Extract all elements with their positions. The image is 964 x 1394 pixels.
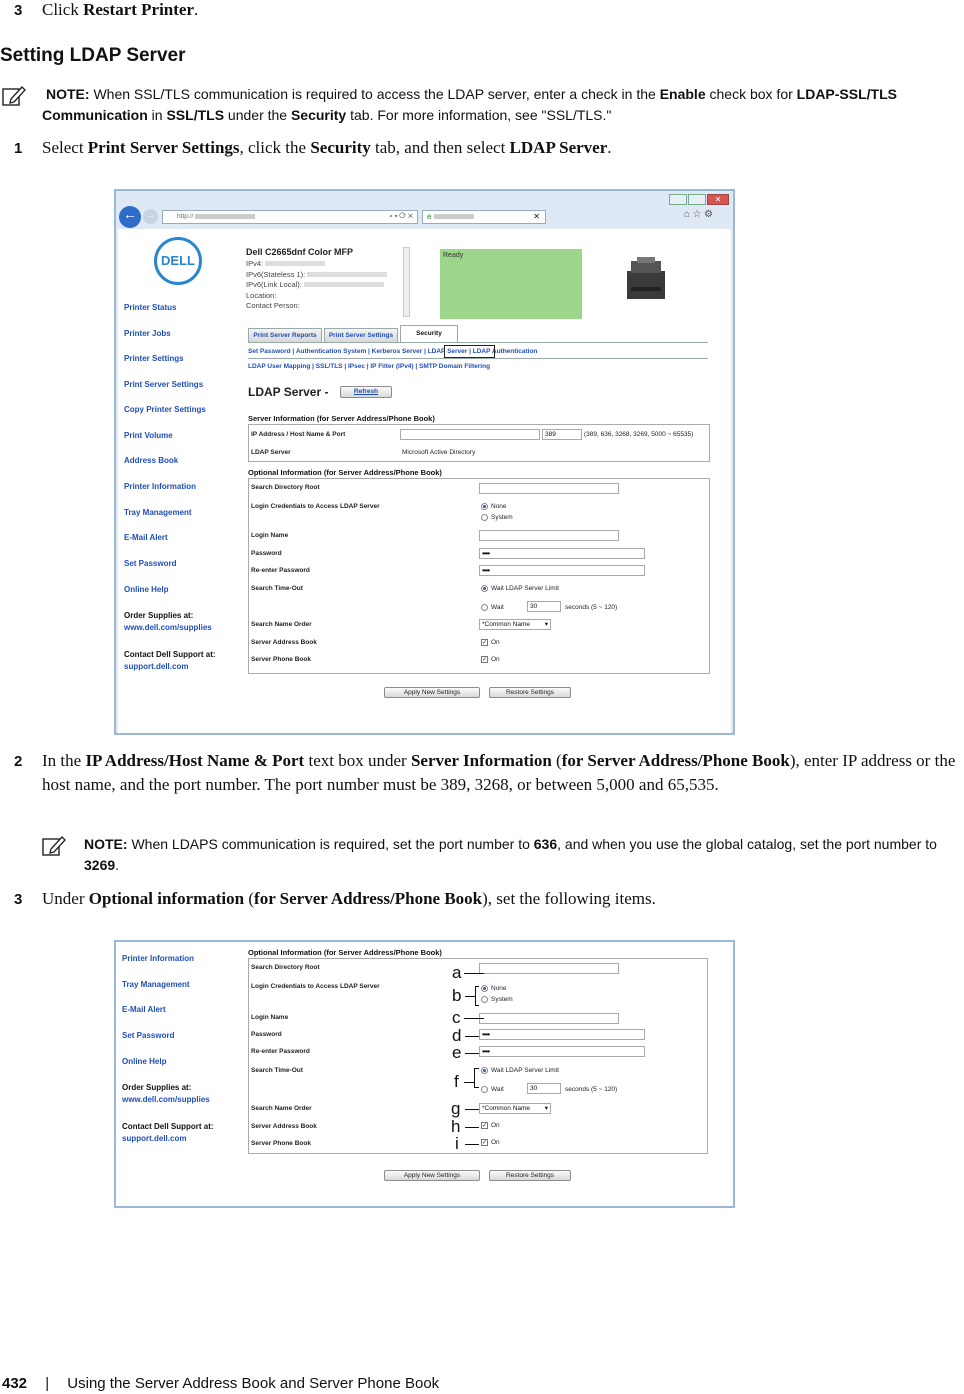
port-range: (389, 636, 3268, 3269, 5000 ~ 65535) <box>584 431 694 438</box>
system-radio[interactable] <box>481 996 513 1003</box>
nav-printer-settings[interactable]: Printer Settings <box>124 354 184 363</box>
browser-tab[interactable] <box>422 210 546 224</box>
section-heading: Setting LDAP Server <box>0 45 186 66</box>
none-label: None <box>491 985 507 993</box>
note-text: in <box>147 107 167 123</box>
ip-label: IP Address / Host Name & Port <box>251 431 346 438</box>
optional-info-screenshot <box>114 940 735 1208</box>
note-ssl-tls <box>42 84 964 126</box>
restore-button[interactable]: Restore Settings <box>489 687 571 698</box>
radio-icon[interactable] <box>481 503 488 510</box>
callout-line <box>465 1036 479 1037</box>
maximize-icon[interactable] <box>688 194 706 205</box>
info-location: Location: <box>246 290 277 300</box>
step-bold: IP Address/Host Name & Port <box>85 751 305 770</box>
step-bold: for Server Address/Phone Book <box>561 751 790 770</box>
blurred-tab-title <box>434 214 474 219</box>
on-label: On <box>491 1122 500 1130</box>
ldap-server-label: LDAP Server <box>251 449 291 456</box>
system-label: System <box>491 514 513 522</box>
nav-set-password[interactable]: Set Password <box>122 1031 175 1040</box>
web-page <box>118 229 731 733</box>
addr-book-checkbox[interactable] <box>481 1122 500 1129</box>
callout-f: f <box>454 1072 459 1091</box>
step-text-part: tab, and then select <box>370 138 510 157</box>
step-text <box>42 0 198 22</box>
nav-address-book[interactable]: Address Book <box>124 456 179 465</box>
login-cred-label: Login Credentials to Access LDAP Server <box>251 503 380 510</box>
wait-limit-label: Wait LDAP Server Limit <box>491 585 559 593</box>
footer-title: Using the Server Address Book and Server Phone Book <box>67 1375 440 1392</box>
dell-logo: DELL <box>154 237 202 285</box>
radio-icon[interactable] <box>481 1086 488 1093</box>
minimize-icon[interactable] <box>669 194 687 205</box>
phone-book-label: Server Phone Book <box>251 656 311 663</box>
note-bold: LDAP-SSL/TLS Communication <box>42 86 897 123</box>
step-text-part: ( <box>244 889 255 908</box>
server-info-box <box>248 424 710 462</box>
step-text-part: Select <box>42 138 88 157</box>
server-info-title: Server Information (for Server Address/Phone Book) <box>248 414 435 423</box>
password-input[interactable]: •••• <box>479 1029 645 1040</box>
callout-line <box>465 1127 479 1128</box>
address-bar[interactable] <box>162 210 418 224</box>
wait-radio[interactable] <box>481 1086 504 1093</box>
search-order-select[interactable] <box>479 1103 551 1114</box>
note-bold: Security <box>290 107 347 123</box>
nav-set-password[interactable]: Set Password <box>124 559 177 568</box>
port-input[interactable]: 389 <box>542 429 582 440</box>
step-number: 2 <box>14 753 23 770</box>
checkbox-icon[interactable]: ✓ <box>482 1140 488 1146</box>
callout-d: d <box>452 1026 462 1045</box>
timeout-label: Search Time-Out <box>251 1067 303 1074</box>
step-text-part: . <box>607 138 612 157</box>
security-sublinks-2[interactable]: LDAP User Mapping | SSL/TLS | IPsec | IP Filter (IPv4) | SMTP Domain Filtering <box>248 363 491 370</box>
callout-i: i <box>455 1134 459 1153</box>
system-radio[interactable] <box>481 514 513 521</box>
callout-c: c <box>452 1008 461 1027</box>
step-bold: Print Server Settings <box>87 138 240 157</box>
step-number: 3 <box>14 891 23 908</box>
step-bold: Security <box>310 138 371 157</box>
apply-button[interactable]: Apply New Settings <box>384 1170 480 1181</box>
pencil-note-icon <box>2 84 26 108</box>
step-text-part: In the <box>42 751 86 770</box>
pencil-note-icon <box>42 834 66 858</box>
toolbar-icons[interactable]: ⌂ ☆ ⚙ <box>684 209 713 220</box>
page-title: LDAP Server - <box>248 385 329 399</box>
blurred-value <box>304 282 384 287</box>
apply-button[interactable]: Apply New Settings <box>384 687 480 698</box>
note-text: , and when you use the global catalog, set the port number to <box>557 836 937 852</box>
sublinks-divider <box>248 358 708 359</box>
step-text-part: ), enter IP address or the host name, and the port number. The port number must be 389, 3268, or between 5,000 and 65,535. <box>42 751 956 794</box>
nav-email-alert[interactable]: E-Mail Alert <box>122 1005 166 1014</box>
search-order-label: Search Name Order <box>251 1105 312 1112</box>
nav-printer-information[interactable]: Printer Information <box>124 482 197 491</box>
search-root-input[interactable] <box>479 963 619 974</box>
addr-book-checkbox[interactable] <box>481 639 500 646</box>
callout-line <box>464 1018 484 1019</box>
printer-info <box>246 259 387 312</box>
none-radio[interactable] <box>481 503 507 510</box>
note-text: tab. For more information, see "SSL/TLS." <box>346 107 612 123</box>
password-label: Password <box>251 550 282 557</box>
radio-icon[interactable] <box>481 604 488 611</box>
reenter-password-label: Re-enter Password <box>251 567 310 574</box>
note-text: . <box>115 857 120 873</box>
optional-info-title: Optional Information (for Server Address/Phone Book) <box>248 468 442 477</box>
blurred-url <box>195 214 255 219</box>
note-label: NOTE: <box>46 86 90 102</box>
password-input[interactable]: •••• <box>479 548 645 559</box>
reenter-password-input[interactable]: •••• <box>479 565 645 576</box>
footer <box>2 1375 439 1392</box>
tab-security[interactable]: Security <box>400 325 458 342</box>
info-ipv6-stateless: IPv6(Stateless 1): <box>246 269 306 279</box>
none-label: None <box>491 503 507 511</box>
refresh-button[interactable]: Refresh <box>340 386 392 398</box>
radio-icon[interactable] <box>481 1067 488 1074</box>
nav-print-volume[interactable]: Print Volume <box>124 431 173 440</box>
contact-support-link[interactable]: support.dell.com <box>124 662 189 671</box>
note-bold: 636 <box>533 836 558 852</box>
nav-tray-management[interactable]: Tray Management <box>124 508 192 517</box>
ldap-server-highlight <box>444 345 495 358</box>
step-bold: Optional information <box>88 889 245 908</box>
login-name-input[interactable] <box>479 1013 619 1024</box>
callout-line <box>465 996 475 997</box>
close-icon[interactable]: ✕ <box>707 194 729 205</box>
checkbox-icon[interactable]: ✓ <box>482 1123 488 1129</box>
addr-book-label: Server Address Book <box>251 1123 317 1130</box>
tab-print-server-reports[interactable]: Print Server Reports <box>248 328 322 342</box>
wait-seconds-input[interactable]: 30 <box>527 1083 561 1094</box>
nav-printer-status[interactable]: Printer Status <box>124 303 177 312</box>
status-panel: Ready <box>440 249 582 319</box>
page-number: 432 <box>2 1375 28 1392</box>
tab-close-icon[interactable]: ✕ <box>533 212 540 221</box>
optional-info-box <box>248 478 710 674</box>
timeout-label: Search Time-Out <box>251 585 303 592</box>
contact-support-link[interactable]: support.dell.com <box>122 1134 187 1143</box>
note-text: check box for <box>705 86 797 102</box>
search-root-label: Search Directory Root <box>251 484 320 491</box>
back-icon[interactable]: ← <box>119 206 141 228</box>
search-order-value: *Common Name <box>482 1105 531 1112</box>
radio-icon[interactable] <box>481 514 488 521</box>
note-text: When SSL/TLS communication is required to access the LDAP server, enter a check in the <box>89 86 660 102</box>
step-text-part: Under <box>42 889 89 908</box>
radio-icon[interactable] <box>481 985 488 992</box>
radio-icon[interactable] <box>481 585 488 592</box>
step-bold: LDAP Server <box>509 138 608 157</box>
system-label: System <box>491 996 513 1004</box>
blurred-value <box>265 261 325 266</box>
callout-g: g <box>451 1099 461 1118</box>
tab-print-server-settings[interactable]: Print Server Settings <box>324 328 398 342</box>
phone-book-checkbox[interactable] <box>481 1139 500 1146</box>
search-order-select[interactable] <box>479 619 551 630</box>
callout-bracket <box>475 986 479 1006</box>
step-bold: Server Information <box>410 751 552 770</box>
checkbox-icon[interactable]: ✓ <box>482 657 488 663</box>
seconds-range: seconds (5 ~ 120) <box>565 604 618 611</box>
callout-line <box>465 1053 479 1054</box>
step-text-part: . <box>194 0 199 19</box>
nav-printer-jobs[interactable]: Printer Jobs <box>124 329 171 338</box>
security-sublinks-1[interactable]: Set Password | Authentication System | Kerberos Server | LDAP Server | LDAP Authentication <box>248 348 538 355</box>
order-supplies-label: Order Supplies at: <box>122 1083 192 1092</box>
note-ldaps <box>84 834 964 876</box>
login-name-input[interactable] <box>479 530 619 541</box>
note-bold: SSL/TLS <box>166 107 225 123</box>
addr-book-label: Server Address Book <box>251 639 317 646</box>
phone-book-label: Server Phone Book <box>251 1140 311 1147</box>
note-bold: 3269 <box>84 857 116 873</box>
contact-support-label: Contact Dell Support at: <box>124 650 216 659</box>
phone-book-checkbox[interactable] <box>481 656 500 663</box>
callout-line <box>465 1109 479 1110</box>
wait-label: Wait <box>491 604 504 612</box>
wait-label: Wait <box>491 1086 504 1094</box>
reenter-password-label: Re-enter Password <box>251 1048 310 1055</box>
note-bold: Enable <box>659 86 706 102</box>
optional-info-title: Optional Information (for Server Address/Phone Book) <box>248 948 442 957</box>
contact-support-label: Contact Dell Support at: <box>122 1122 214 1131</box>
order-supplies-link[interactable]: www.dell.com/supplies <box>124 623 212 632</box>
step-text-part: , click the <box>239 138 311 157</box>
step-text <box>42 749 964 797</box>
window-controls <box>669 194 731 206</box>
step-number: 1 <box>14 140 23 157</box>
note-text: under the <box>224 107 291 123</box>
restore-button[interactable]: Restore Settings <box>489 1170 571 1181</box>
callout-line <box>465 1144 479 1145</box>
nav-email-alert[interactable]: E-Mail Alert <box>124 533 168 542</box>
printer-image <box>623 257 669 301</box>
tab-favicon-icon: e <box>427 212 432 221</box>
step-text-part: ), set the following items. <box>482 889 656 908</box>
footer-separator: | <box>45 1375 50 1392</box>
nav-print-server-settings[interactable]: Print Server Settings <box>124 380 204 389</box>
wait-limit-radio[interactable] <box>481 1067 559 1074</box>
info-ipv6-link: IPv6(Link Local): <box>246 280 302 289</box>
password-label: Password <box>251 1031 282 1038</box>
wait-limit-label: Wait LDAP Server Limit <box>491 1067 559 1075</box>
order-supplies-label: Order Supplies at: <box>124 611 194 620</box>
callout-line <box>464 1082 474 1083</box>
info-scrollbar[interactable] <box>403 247 410 317</box>
login-name-label: Login Name <box>251 1014 289 1021</box>
callout-h: h <box>451 1117 461 1136</box>
step-text <box>42 136 962 160</box>
nav-online-help[interactable]: Online Help <box>124 585 169 594</box>
note-text: When LDAPS communication is required, set the port number to <box>127 836 534 852</box>
login-name-label: Login Name <box>251 532 289 539</box>
step-bold: Restart Printer <box>83 0 195 19</box>
forward-icon[interactable]: → <box>143 209 158 224</box>
on-label: On <box>491 1139 500 1147</box>
note-label: NOTE: <box>84 836 128 852</box>
nav-online-help[interactable]: Online Help <box>122 1057 167 1066</box>
ip-host-input[interactable] <box>400 429 540 440</box>
step-number: 3 <box>14 2 23 19</box>
search-icon[interactable]: ⌕ ▾ ⟳ ✕ <box>389 213 413 220</box>
none-radio[interactable] <box>481 985 507 992</box>
callout-line <box>464 973 484 974</box>
step-text-part: ( <box>551 751 562 770</box>
step-text-part: text box under <box>304 751 411 770</box>
blurred-value <box>307 272 387 277</box>
callout-b: b <box>452 986 462 1005</box>
callout-bracket <box>474 1068 479 1088</box>
radio-icon[interactable] <box>481 996 488 1003</box>
nav-copy-printer-settings[interactable]: Copy Printer Settings <box>124 405 206 414</box>
info-ipv4: IPv4: <box>246 259 264 268</box>
wait-limit-radio[interactable] <box>481 585 559 592</box>
ldap-server-screenshot <box>114 189 735 735</box>
search-root-label: Search Directory Root <box>251 964 320 971</box>
chevron-down-icon[interactable]: ▾ <box>544 621 548 628</box>
tab-divider <box>248 342 708 343</box>
ldap-server-value: Microsoft Active Directory <box>402 449 476 456</box>
info-contact: Contact Person: <box>246 301 300 310</box>
callout-e: e <box>452 1043 462 1062</box>
step-bold: for Server Address/Phone Book <box>254 889 483 908</box>
on-label: On <box>491 639 500 647</box>
callout-a: a <box>452 963 462 982</box>
wait-radio[interactable] <box>481 604 504 611</box>
step-text <box>42 887 962 911</box>
search-root-input[interactable] <box>479 483 619 494</box>
address-text: http:// <box>177 213 194 220</box>
on-label: On <box>491 656 500 664</box>
nav-tray-management[interactable]: Tray Management <box>122 980 190 989</box>
step-text-part: Click <box>42 0 84 19</box>
printer-name: Dell C2665dnf Color MFP <box>246 247 354 257</box>
login-cred-label: Login Credentials to Access LDAP Server <box>251 983 380 990</box>
nav-printer-information[interactable]: Printer Information <box>122 954 195 963</box>
order-supplies-link[interactable]: www.dell.com/supplies <box>122 1095 210 1104</box>
reenter-password-input[interactable]: •••• <box>479 1046 645 1057</box>
search-order-label: Search Name Order <box>251 621 312 628</box>
seconds-range: seconds (5 ~ 120) <box>565 1086 618 1093</box>
chevron-down-icon[interactable]: ▾ <box>544 1105 548 1112</box>
search-order-value: *Common Name <box>482 621 531 628</box>
checkbox-icon[interactable]: ✓ <box>482 640 488 646</box>
wait-seconds-input[interactable]: 30 <box>527 601 561 612</box>
